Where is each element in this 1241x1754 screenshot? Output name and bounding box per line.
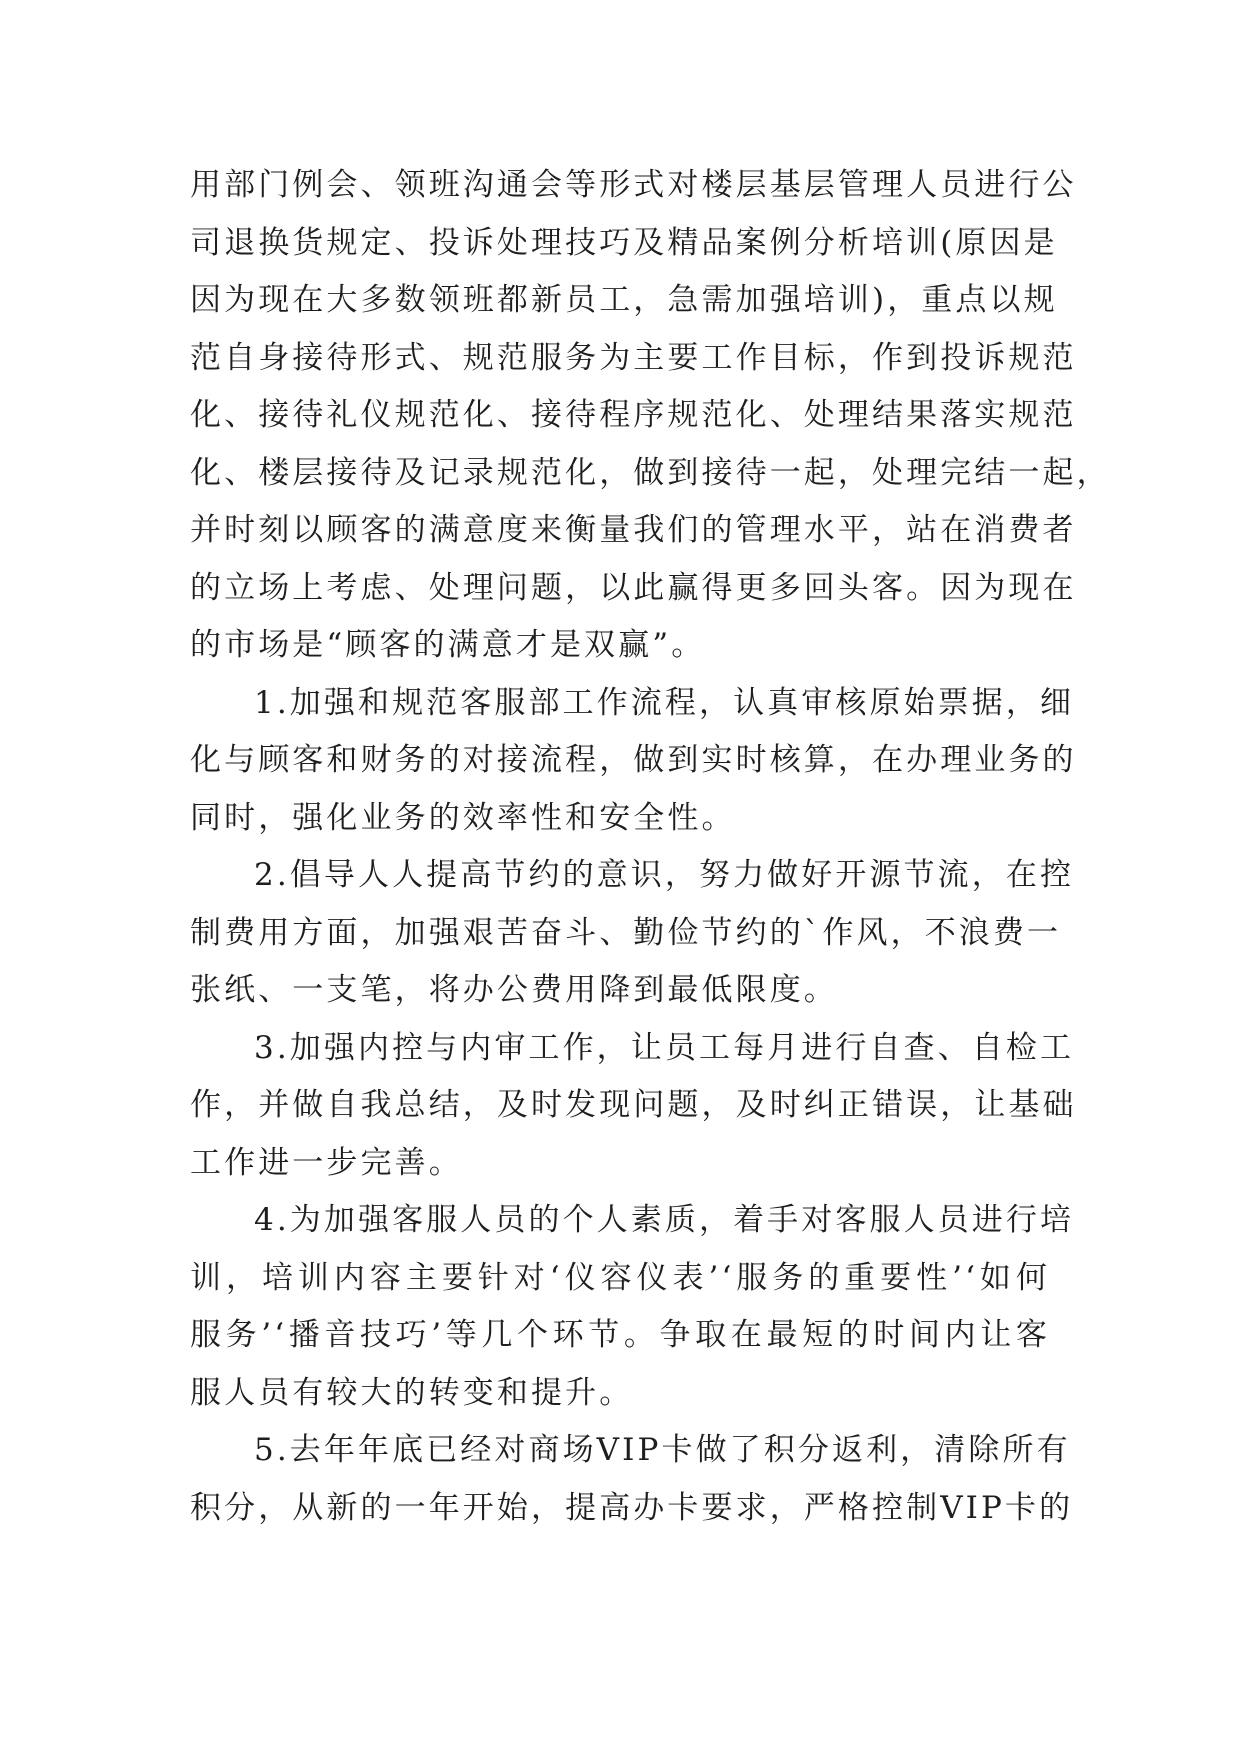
text-line: 范自身接待形式、规范服务为主要工作目标，作到投诉规范	[190, 339, 1077, 376]
text-line: 用部门例会、领班沟通会等形式对楼层基层管理人员进行公	[190, 167, 1077, 203]
text-line: 化与顾客和财务的对接流程，做到实时核算，在办理业务的	[190, 742, 1077, 778]
text-line: 工作进一步完善。	[190, 1144, 463, 1181]
text-line: 化、接待礼仪规范化、接待程序规范化、处理结果落实规范	[190, 397, 1077, 433]
text-line: 张纸、一支笔，将办公费用降到最低限度。	[190, 972, 838, 1008]
list-item-4-line: 4.为加强客服人员的个人素质，着手对客服人员进行培	[254, 1202, 1075, 1238]
text-line: 司退换货规定、投诉处理技巧及精品案例分析培训(原因是	[190, 224, 1058, 261]
text-line: 因为现在大多数领班都新员工，急需加强培训)，重点以规	[190, 282, 1058, 318]
text-line: 服务’‘播音技巧’等几个环节。争取在最短的时间内让客	[190, 1317, 1050, 1353]
list-item-5-line: 5.去年年底已经对商场VIP卡做了积分返利，清除所有	[254, 1432, 1071, 1468]
text-line: 制费用方面，加强艰苦奋斗、勤俭节约的`作风，不浪费一	[190, 914, 1062, 951]
text-line: 积分，从新的一年开始，提高办卡要求，严格控制VIP卡的	[190, 1489, 1074, 1526]
text-line: 作，并做自我总结，及时发现问题，及时纠正错误，让基础	[190, 1087, 1077, 1123]
text-line: 的立场上考虑、处理问题，以此赢得更多回头客。因为现在	[190, 569, 1077, 606]
text-line: 训，培训内容主要针对‘仪容仪表’‘服务的重要性’‘如何	[190, 1259, 1050, 1296]
list-item-2-line: 2.倡导人人提高节约的意识，努力做好开源节流，在控	[254, 857, 1075, 893]
text-line: 服人员有较大的转变和提升。	[190, 1374, 634, 1411]
text-line: 化、楼层接待及记录规范化，做到接待一起，处理完结一起，	[190, 454, 1111, 491]
document-body	[190, 157, 1111, 1537]
text-line: 并时刻以顾客的满意度来衡量我们的管理水平，站在消费者	[190, 512, 1077, 548]
text-line: 同时，强化业务的效率性和安全性。	[190, 799, 736, 836]
list-item-3-line: 3.加强内控与内审工作，让员工每月进行自查、自检工	[254, 1029, 1075, 1066]
text-line: 的市场是“顾客的满意才是双赢”。	[190, 627, 706, 663]
list-item-1-line: 1.加强和规范客服部工作流程，认真审核原始票据，细	[254, 684, 1075, 721]
